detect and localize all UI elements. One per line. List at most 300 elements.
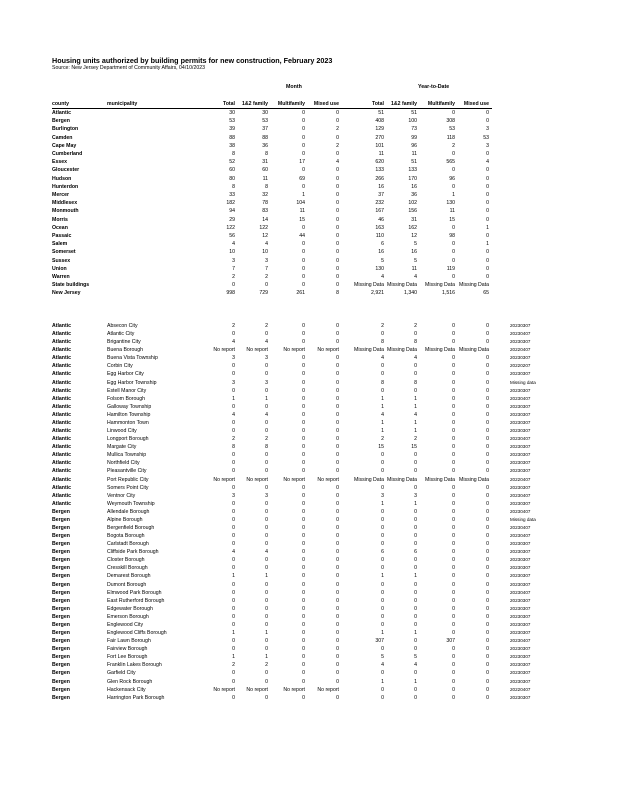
month-mixed-use-cell: 0 [336,573,339,580]
month-mixed-use-cell: 0 [336,589,339,596]
ytd-total-cell: 0 [381,621,384,628]
month-total-cell: 1 [232,573,235,580]
county-cell: Ocean [52,224,68,231]
county-cell: Bergen [52,533,70,540]
month-mixed-use-cell: 0 [336,167,339,174]
ytd-mixed-use-cell: 0 [486,516,489,523]
county-cell: Atlantic [52,460,72,467]
ytd-1-2-family-cell: 0 [414,686,417,693]
ytd-total-cell: 130 [375,265,384,272]
ytd-1-2-family-cell: 0 [414,387,417,394]
report-date-cell: 20230407 [510,589,531,595]
ytd-total-cell: 0 [381,331,384,338]
table-row [0,330,618,338]
report-date-cell: 20230407 [510,508,531,514]
ytd-1-2-family-cell: 2 [414,323,417,329]
ytd-multifamily-cell: 0 [452,183,455,190]
table-row [0,629,618,637]
month-1-2-family-cell: 11 [262,175,268,182]
table-row [0,645,618,653]
county-cell: Cumberland [52,151,83,157]
month-total-cell: 1 [232,630,235,637]
ytd-1-2-family-cell: 1 [414,395,417,402]
ytd-1-2-family-cell: 0 [414,605,417,612]
ytd-1-2-family-cell: 162 [408,224,417,231]
ytd-mixed-use-cell: 0 [486,500,489,507]
municipality-cell: Demarest Borough [107,573,151,580]
ytd-multifamily-cell: 96 [449,175,455,182]
month-multifamily-cell: 0 [302,565,305,572]
county-cell: Bergen [52,670,70,677]
report-date-cell: 20230307 [510,428,531,434]
ytd-1-2-family-cell: 0 [414,371,417,378]
report-date-cell: 20230307 [510,662,531,668]
ytd-total-cell: 1 [381,419,384,426]
ytd-total-cell: 0 [381,371,384,378]
ytd-total-cell: 1 [381,630,384,637]
table-row [0,532,618,540]
ytd-multifamily-cell: 0 [452,694,455,701]
municipality-cell: Glen Rock Borough [107,678,153,685]
county-cell: Atlantic [52,355,72,362]
report-date-cell: 20220407 [510,686,531,692]
month-multifamily-cell: 1 [302,192,305,198]
month-mixed-use-cell: 0 [336,387,339,394]
month-multifamily-cell: 0 [302,323,305,329]
month-total-cell: 0 [232,500,235,507]
ytd-total-cell: 0 [381,452,384,459]
report-date-cell: 20230307 [510,468,531,474]
month-mixed-use-cell: 0 [336,525,339,531]
county-cell: Hudson [52,175,72,182]
ytd-mixed-use-cell: 0 [486,444,489,451]
month-1-2-family-cell: 0 [265,484,268,491]
month-mixed-use-cell: 0 [336,670,339,677]
ytd-1-2-family-cell: 31 [411,216,417,223]
ytd-1-2-family-cell: 4 [414,662,417,669]
ytd-mixed-use-cell: 0 [486,662,489,669]
month-total-cell: 0 [232,452,235,459]
month-1-2-family-cell: 0 [265,331,268,338]
report-date-cell: 20230307 [510,613,531,619]
municipality-cell: Englewood City [107,621,144,628]
month-1-2-family-cell: 0 [265,670,268,677]
ytd-total-cell: 8 [381,339,384,346]
ytd-mixed-use-cell: 0 [486,249,489,256]
month-multifamily-cell: 0 [302,355,305,362]
report-date-cell: 20230307 [510,403,531,409]
month-1-2-family-cell: 0 [265,613,268,620]
ytd-multifamily-cell: Missing Data [425,347,455,354]
month-multifamily-cell: 0 [302,589,305,596]
county-cell: Bergen [52,573,70,580]
ytd-mixed-use-cell: 0 [486,379,489,386]
report-date-cell: 20230307 [510,411,531,417]
ytd-multifamily-cell: 0 [452,323,455,329]
report-date-cell: 20230307 [510,371,531,377]
month-mixed-use-cell: 0 [336,694,339,701]
table-row [0,637,618,645]
ytd-multifamily-cell: 0 [452,621,455,628]
table-row [0,207,618,215]
month-1-2-family-cell: 0 [265,363,268,370]
month-multifamily-cell: 0 [302,638,305,645]
month-multifamily-cell: 0 [302,167,305,174]
month-mixed-use-cell: 0 [336,428,339,435]
month-multifamily-cell: 0 [302,630,305,637]
month-mixed-use-cell: 0 [336,533,339,540]
county-cell: Atlantic [52,476,72,483]
ytd-1-2-family-cell: 1 [414,428,417,435]
municipality-cell: Absecon City [107,323,138,329]
ytd-total-cell: 4 [381,662,384,669]
municipality-cell: Franklin Lakes Borough [107,662,162,669]
month-1-2-family-cell: 10 [262,249,268,256]
ytd-mixed-use-cell: 0 [486,403,489,410]
municipality-cell: East Rutherford Borough [107,597,165,604]
ytd-mixed-use-cell: 0 [486,508,489,515]
ytd-mixed-use-cell: 0 [486,363,489,370]
municipality-cell: Pleasantville City [107,468,147,475]
ytd-mixed-use-cell: 0 [486,541,489,548]
ytd-mixed-use-cell: 0 [486,257,489,264]
month-mixed-use-cell: 2 [336,142,339,149]
ytd-total-cell: 11 [378,151,384,157]
month-mixed-use-cell: 0 [336,134,339,141]
ytd-multifamily-cell: 0 [452,484,455,491]
ytd-mixed-use-cell: 0 [486,371,489,378]
ytd-mixed-use-cell: 0 [486,460,489,467]
ytd-total-cell: 0 [381,694,384,701]
table-row [0,621,618,629]
table-row [0,354,618,362]
municipality-cell: Egg Harbor City [107,371,144,378]
month-total-cell: 3 [232,379,235,386]
ytd-total-cell: 0 [381,363,384,370]
month-1-2-family-cell: 4 [265,549,268,556]
ytd-multifamily-cell: 118 [446,134,455,141]
county-cell: Bergen [52,678,70,685]
county-cell: Essex [52,159,68,166]
month-mixed-use-cell: 0 [336,282,339,289]
county-cell: Bergen [52,694,70,701]
county-cell: Sussex [52,257,71,264]
county-cell: Bergen [52,605,70,612]
table-row [0,346,618,354]
table-row [0,443,618,451]
month-1-2-family-cell: 0 [265,678,268,685]
month-multifamily-cell: 0 [302,468,305,475]
ytd-mixed-use-cell: 0 [486,670,489,677]
ytd-1-2-family-cell: Missing Data [387,282,417,289]
month-multifamily-cell: 15 [299,216,305,223]
ytd-multifamily-cell: 2 [452,142,455,149]
month-total-header: Total [222,101,235,107]
month-1-2-family-cell: 3 [265,492,268,499]
ytd-multifamily-cell: 0 [452,452,455,459]
ytd-multifamily-cell: 0 [452,224,455,231]
county-cell: Atlantic [52,468,72,475]
month-mixed-use-cell: 0 [336,436,339,443]
ytd-mixed-use-cell: 0 [486,175,489,182]
month-mixed-use-cell: 0 [336,492,339,499]
ytd-1-2-family-cell: 0 [414,621,417,628]
month-total-cell: 0 [232,282,235,289]
ytd-1-2-family-cell: 1 [414,630,417,637]
table-row [0,572,618,580]
month-mixed-use-cell: 0 [336,355,339,362]
month-total-cell: 0 [232,460,235,467]
ytd-multifamily-cell: 0 [452,419,455,426]
month-multifamily-cell: No report [283,347,305,354]
table-row [0,540,618,548]
month-mixed-use-cell: 0 [336,484,339,491]
ytd-1-2-family-cell: 0 [414,533,417,540]
month-mixed-use-cell: 2 [336,126,339,133]
ytd-1-2-family-cell: 1 [414,403,417,410]
month-total-cell: 0 [232,403,235,410]
month-multifamily-cell: 0 [302,339,305,346]
county-cell: Atlantic [52,395,72,402]
month-total-cell: 0 [232,638,235,645]
month-multifamily-cell: 69 [299,175,305,182]
page-title: Housing units authorized by building permits for new construction, February 2023 [52,56,333,65]
month-multifamily-cell: 0 [302,249,305,256]
ytd-1-2-family-cell: 0 [414,613,417,620]
month-1-2-family-header: 1&2 family [242,101,268,107]
county-cell: Bergen [52,549,70,556]
report-date-cell: 20230307 [510,557,531,563]
county-cell: Atlantic [52,419,72,426]
month-total-cell: 88 [229,134,235,141]
month-total-cell: 3 [232,492,235,499]
table-row [0,150,618,158]
month-multifamily-cell: 0 [302,183,305,190]
ytd-multifamily-cell: Missing Data [425,282,455,289]
ytd-total-cell: 1 [381,500,384,507]
report-date-cell: 20230407 [510,638,531,644]
month-mixed-use-cell: 0 [336,323,339,329]
report-date-cell: 20230307 [510,387,531,393]
table-row [0,678,618,686]
table-row [0,669,618,677]
ytd-multifamily-cell: 0 [452,646,455,653]
month-multifamily-cell: 261 [296,290,305,297]
table-row [0,613,618,621]
county-cell: Bergen [52,557,70,564]
month-1-2-family-cell: 78 [262,200,268,207]
ytd-multifamily-cell: 0 [452,492,455,499]
ytd-1-2-family-cell: 16 [411,249,417,256]
table-row [0,492,618,500]
month-1-2-family-cell: 1 [265,630,268,637]
month-multifamily-cell: 0 [302,282,305,289]
ytd-multifamily-cell: 0 [452,379,455,386]
ytd-mixed-use-cell: 0 [486,200,489,207]
ytd-total-cell: 0 [381,646,384,653]
month-multifamily-cell: 0 [302,646,305,653]
month-mixed-use-cell: 0 [336,654,339,661]
table-row [0,661,618,669]
month-total-cell: 33 [229,192,235,198]
report-date-cell: 20220407 [510,476,531,482]
municipality-cell: Bergenfield Borough [107,525,155,531]
report-date-cell: 20230307 [510,654,531,660]
table-row [0,232,618,240]
table-row [0,117,618,125]
month-total-cell: 0 [232,533,235,540]
municipality-cell: Closter Borough [107,557,145,564]
municipality-cell: Hackensack City [107,686,146,693]
month-multifamily-cell: 0 [302,118,305,125]
ytd-multifamily-cell: 0 [452,565,455,572]
ytd-multifamily-cell: 0 [452,686,455,693]
municipality-cell: Brigantine City [107,339,141,346]
ytd-total-cell: 408 [375,118,384,125]
table-row [0,134,618,142]
ytd-multifamily-cell: 98 [449,233,455,239]
report-date-cell: 20230307 [510,549,531,555]
month-total-cell: 182 [226,200,235,207]
month-total-cell: 2 [232,323,235,329]
month-multifamily-cell: 0 [302,694,305,701]
ytd-multifamily-cell: 565 [446,159,455,166]
municipality-cell: Hamilton Township [107,411,151,418]
month-1-2-family-cell: 0 [265,460,268,467]
month-total-cell: 30 [229,110,235,116]
ytd-1-2-family-cell: 0 [414,581,417,588]
county-cell: Morris [52,216,68,223]
ytd-total-cell: 0 [381,508,384,515]
table-row [0,387,618,395]
month-total-cell: 0 [232,541,235,548]
report-date-cell: 20230307 [510,621,531,627]
county-cell: Bergen [52,654,70,661]
county-cell: Atlantic [52,339,72,346]
county-cell: Atlantic [52,484,72,491]
ytd-mixed-use-cell: 0 [486,613,489,620]
report-date-cell: 20230307 [510,630,531,636]
month-multifamily-cell: 0 [302,419,305,426]
ytd-multifamily-cell: 0 [452,363,455,370]
month-total-cell: 7 [232,265,235,272]
month-1-2-family-cell: 0 [265,508,268,515]
ytd-1-2-family-cell: 0 [414,597,417,604]
ytd-total-cell: 0 [381,541,384,548]
county-cell: Atlantic [52,110,72,116]
ytd-total-cell: 620 [375,159,384,166]
county-cell: Atlantic [52,347,72,354]
ytd-mixed-use-cell: 0 [486,167,489,174]
table-row [0,694,618,702]
ytd-mixed-use-cell: 0 [486,694,489,701]
county-cell: Atlantic [52,436,72,443]
ytd-total-cell: 167 [375,208,384,215]
month-1-2-family-cell: 0 [265,403,268,410]
ytd-multifamily-cell: 308 [446,118,455,125]
month-mixed-use-cell: 0 [336,646,339,653]
report-date-cell: 20220207 [510,363,531,369]
county-cell: Gloucester [52,167,80,174]
ytd-total-cell: Missing Data [354,347,384,354]
county-cell: Somerset [52,249,76,256]
ytd-mixed-use-cell: 0 [486,323,489,329]
ytd-multifamily-cell: 0 [452,355,455,362]
ytd-multifamily-cell: 0 [452,654,455,661]
month-mixed-use-cell: 0 [336,630,339,637]
county-cell: Atlantic [52,452,72,459]
month-multifamily-cell: 0 [302,265,305,272]
month-total-cell: 60 [229,167,235,174]
ytd-mixed-use-cell: 0 [486,573,489,580]
table-row [0,281,618,289]
ytd-1-2-family-cell: 16 [411,183,417,190]
municipality-cell: Emerson Borough [107,613,149,620]
month-mixed-use-cell: 0 [336,516,339,523]
ytd-multifamily-cell: 0 [452,630,455,637]
ytd-mixed-use-cell: 0 [486,533,489,540]
ytd-1-2-family-cell: 4 [414,274,417,280]
ytd-mixed-use-cell: 0 [486,686,489,693]
month-total-cell: 80 [229,175,235,182]
month-total-cell: 1 [232,654,235,661]
month-multifamily-cell: 0 [302,557,305,564]
ytd-total-cell: 6 [381,549,384,556]
ytd-group-label: Year-to-Date [418,84,450,90]
ytd-mixed-use-cell: Missing Data [459,476,489,483]
municipality-cell: Mullica Township [107,452,147,459]
month-multifamily-cell: 0 [302,678,305,685]
ytd-mixed-use-cell: 53 [483,134,489,141]
month-total-cell: 39 [229,126,235,133]
ytd-total-cell: 16 [378,249,384,256]
table-row [0,183,618,191]
month-mixed-use-cell: 0 [336,224,339,231]
ytd-total-cell: 8 [381,379,384,386]
month-total-cell: No report [213,347,235,354]
month-total-cell: 0 [232,581,235,588]
month-multifamily-cell: 0 [302,541,305,548]
county-cell: Monmouth [52,208,79,215]
ytd-multifamily-cell: 0 [452,444,455,451]
ytd-multifamily-cell: 53 [449,126,455,133]
month-mixed-use-cell: 0 [336,249,339,256]
ytd-total-cell: 0 [381,597,384,604]
ytd-total-cell: 6 [381,241,384,248]
report-date-cell: 20230307 [510,605,531,611]
month-1-2-family-cell: 0 [265,541,268,548]
month-total-cell: 10 [229,249,235,256]
table-row [0,191,618,199]
county-cell: Atlantic [52,492,72,499]
ytd-mixed-use-cell: 0 [486,484,489,491]
month-1-2-family-cell: 0 [265,500,268,507]
ytd-multifamily-cell: 0 [452,167,455,174]
month-1-2-family-cell: 1 [265,654,268,661]
month-mixed-use-cell: 0 [336,605,339,612]
ytd-mixed-use-cell: 0 [486,110,489,116]
ytd-1-2-family-cell: 4 [414,355,417,362]
report-date-cell: 20230307 [510,694,531,700]
ytd-multifamily-cell: 307 [446,638,455,645]
ytd-1-2-family-cell: 1 [414,419,417,426]
ytd-total-cell: 163 [375,224,384,231]
ytd-total-cell: 2,921 [371,290,384,297]
month-mixed-use-cell: 0 [336,565,339,572]
month-1-2-family-cell: 0 [265,468,268,475]
ytd-1-2-family-header: 1&2 family [391,101,417,107]
ytd-mixed-use-cell: 0 [486,183,489,190]
